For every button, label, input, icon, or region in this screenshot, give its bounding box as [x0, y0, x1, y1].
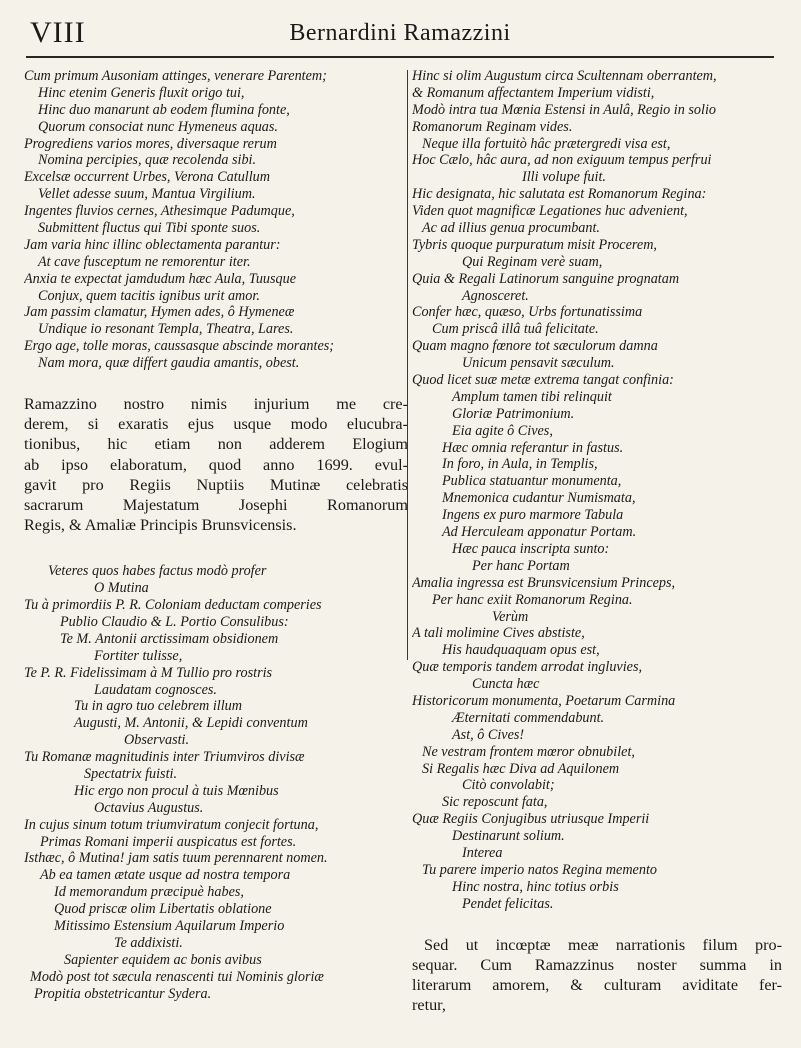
verse-line: Quod priscæ olim Libertatis oblatione [54, 901, 272, 918]
verse-line: Illi volupe fuit. [522, 169, 606, 186]
verse-line: Progrediens varios mores, diversaque rerum [24, 135, 277, 152]
verse-line: Te P. R. Fidelissimam à M Tullio pro rostris [24, 664, 273, 681]
verse-line: A tali molimine Cives abstiste, [412, 625, 585, 642]
verse-line: Ad Herculeam apponatur Portam. [442, 524, 637, 541]
verse-line: Eia agite ô Cives, [452, 422, 553, 439]
verse-line: His haudquaquam opus est, [442, 642, 600, 659]
verse-line: Quia & Regali Latinorum sanguine prognatam [412, 270, 680, 287]
verse-line: Hic designata, hic salutata est Romanorum Regina: [412, 186, 707, 203]
verse-line: Hinc etenim Generis fluxit origo tui, [38, 84, 245, 101]
verse-line: Tybris quoque purpuratum misit Procerem, [412, 236, 657, 253]
verse-line: Publio Claudio & L. Portio Consulibus: [60, 614, 289, 631]
text-line: derem, si exaratis ejus usque modo elucubra- [24, 415, 408, 434]
left-column [24, 68, 408, 1003]
verse-line: Octavius Augustus. [94, 799, 204, 816]
narrative-paragraph [24, 394, 408, 535]
text-line: Ramazzino nostro nimis injurium me cre- [24, 395, 408, 414]
verse-line: Spectatrix fuisti. [84, 766, 177, 783]
verse-line: Nam mora, quæ differt gaudia amantis, obest. [38, 355, 300, 372]
verse-line: Jam varia hinc illinc oblectamenta parantur: [24, 236, 281, 253]
verse-line: Æternitati commendabunt. [452, 709, 605, 726]
verse-line: Agnosceret. [462, 287, 529, 304]
verse-line: Fortiter tulisse, [94, 647, 183, 664]
verse-line: Ac ad illius genua procumbant. [422, 220, 600, 237]
verse-line: Quam magno fœnore tot sæculorum damna [412, 338, 658, 355]
verse-line: Ergo age, tolle moras, caussasque abscinde morantes; [24, 338, 334, 355]
verse-line: Te M. Antonii arctissimam obsidionem [60, 630, 279, 647]
verse-line: Cum primum Ausoniam attinges, venerare Parentem; [24, 68, 327, 84]
verse-line: Nomina percipies, quæ recolenda sibi. [38, 152, 257, 169]
verse-line: Veteres quos habes factus modò profer [48, 563, 267, 580]
text-line: Regis, & Amaliæ Principis Brunsvicensis. [24, 516, 297, 535]
verse-line: Sic reposcunt fata, [442, 794, 548, 811]
elogium-inscription-part-1 [24, 563, 408, 1002]
verse-line: Ingens ex puro marmore Tabula [442, 507, 624, 524]
verse-line: Isthæc, ô Mutina! jam satis tuum perennarent nomen. [24, 850, 328, 867]
text-line: retur, [412, 996, 446, 1015]
verse-line: Observasti. [124, 732, 190, 749]
verse-line: Hinc duo manarunt ab eodem flumina fonte, [38, 101, 290, 118]
verse-line: Viden quot magnificæ Legationes huc advenient, [412, 203, 688, 220]
verse-line: Vellet adesse suum, Mantua Virgilium. [38, 186, 256, 203]
elogium-inscription-part-2 [412, 68, 782, 913]
verse-line: Qui Reginam verè suam, [462, 253, 603, 270]
text-line: tionibus, hic etiam non adderem Elogium [24, 435, 408, 454]
verse-line: Hæc pauca inscripta sunto: [452, 540, 610, 557]
verse-line: Hæc omnia referantur in fastus. [442, 439, 624, 456]
verse-line: Publica statuantur monumenta, [442, 473, 622, 490]
verse-line: Verùm [492, 608, 529, 625]
verse-line: Romanorum Reginam vides. [412, 118, 573, 135]
verse-line: Hinc si olim Augustum circa Scultennam oberrantem, [412, 68, 717, 84]
verse-line: Per hanc Portam [472, 557, 570, 574]
verse-line: Propitia obstetricantur Sydera. [34, 985, 212, 1002]
verse-line: Neque illa fortuitò hâc prætergredi visa est, [422, 135, 671, 152]
verse-line: Cum priscâ illâ tuâ felicitate. [432, 321, 599, 338]
verse-line: Modò intra tua Mœnia Estensi in Aulâ, Regio in solio [412, 101, 716, 118]
text-line: Sed ut incœptæ meæ narrationis filum pro- [424, 935, 782, 954]
verse-line: Laudatam cognosces. [94, 681, 217, 698]
verse-line: Quorum consociat nunc Hymeneus aquas. [38, 118, 278, 135]
verse-line: Jam passim clamatur, Hymen ades, ô Hymeneæ [24, 304, 295, 321]
verse-line: Conjux, quem tacitis ignibus urit amor. [38, 287, 260, 304]
verse-line: Submittent fluctus qui Tibi sponte suos. [38, 220, 261, 237]
verse-line: Hoc Cælo, hâc aura, ad non exiguum tempus perfrui [412, 152, 712, 169]
page-number: VIII [30, 16, 86, 49]
verse-line: Citò convolabit; [462, 777, 555, 794]
text-line: gavit pro Regiis Nuptiis Mutinæ celebratis [24, 475, 408, 494]
verse-line: Ingentes fluvios cernes, Athesimque Padumque, [24, 203, 295, 220]
verse-line: Undique io resonant Templa, Theatra, Lares. [38, 321, 294, 338]
verse-line: Ast, ô Cives! [452, 726, 525, 743]
verse-line: Hic ergo non procul à tuis Mœnibus [74, 782, 279, 799]
narrative-continuation [412, 935, 782, 1016]
column-divider [407, 70, 408, 660]
verse-line: Anxia te expectat jamdudum hæc Aula, Tuusque [24, 270, 297, 287]
text-line: literarum amorem, & culturam aviditate fer- [412, 975, 782, 994]
verse-line: In foro, in Aula, in Templis, [442, 456, 598, 473]
verse-line: At cave fusceptum ne remorentur iter. [38, 253, 251, 270]
verse-line: Mitissimo Estensium Aquilarum Imperio [54, 918, 285, 935]
verse-line: Amalia ingressa est Brunsvicensium Princeps, [412, 574, 676, 591]
verse-line: Tu Romanæ magnitudinis inter Triumviros divisæ [24, 749, 305, 766]
verse-line: Quæ temporis tandem arrodat ingluvies, [412, 659, 643, 676]
verse-line: Tu parere imperio natos Regina memento [422, 861, 657, 878]
verse-line: Ab ea tamen ætate usque ad nostra tempora [40, 867, 291, 884]
verse-line: Id memorandum præcipuè habes, [54, 884, 244, 901]
verse-line: Sapienter equidem ac bonis avibus [64, 951, 262, 968]
verse-line: Destinarunt solium. [452, 828, 565, 845]
verse-line: Quod licet suæ metæ extrema tangat confinia: [412, 372, 674, 389]
verse-line: Confer hæc, quæso, Urbs fortunatissima [412, 304, 643, 321]
verse-line: Amplum tamen tibi relinquit [452, 388, 612, 405]
verse-line: Te addixisti. [114, 934, 183, 951]
verse-line: & Romanum affectantem Imperium vidisti, [412, 84, 655, 101]
verse-line: Unicum pensavit sæculum. [462, 355, 615, 372]
verse-line: Tu à primordiis P. R. Coloniam deductam comperies [24, 597, 322, 614]
verse-line: O Mutina [94, 580, 149, 597]
verse-line: Gloriæ Patrimonium. [452, 405, 575, 422]
text-line: sacrarum Majestatum Josephi Romanorum [24, 495, 408, 514]
verse-line: Historicorum monumenta, Poetarum Carmina [412, 692, 676, 709]
verse-line: Modò post tot sæcula renascenti tui Nominis gloriæ [30, 968, 324, 985]
verse-line: Mnemonica cudantur Numismata, [442, 490, 636, 507]
verse-line: Ne vestram frontem mœror obnubilet, [422, 743, 635, 760]
verse-line: In cujus sinum totum triumviratum conjecit fortuna, [24, 816, 319, 833]
verse-line: Pendet felicitas. [462, 895, 554, 912]
verse-line: Augusti, M. Antonii, & Lepidi conventum [74, 715, 308, 732]
verse-line: Quæ Regiis Conjugibus utriusque Imperii [412, 811, 650, 828]
verse-line: Excelsæ occurrent Urbes, Verona Catullum [24, 169, 271, 186]
page-header [30, 14, 770, 50]
verse-line: Cuncta hæc [472, 676, 540, 693]
dedication-poem [24, 68, 408, 372]
text-line: sequar. Cum Ramazzinus noster summa in [412, 955, 782, 974]
text-line: ab ipso elaboratum, quod anno 1699. evul- [24, 455, 408, 474]
verse-line: Si Regalis hæc Diva ad Aquilonem [422, 760, 620, 777]
right-column [412, 68, 782, 1015]
running-head: Bernardini Ramazzini [289, 20, 511, 46]
verse-line: Hinc nostra, hinc totius orbis [452, 878, 619, 895]
verse-line: Per hanc exiit Romanorum Regina. [432, 591, 633, 608]
verse-line: Tu in agro tuo celebrem illum [74, 698, 243, 715]
header-rule [26, 56, 774, 58]
verse-line: Interea [462, 844, 503, 861]
verse-line: Primas Romani imperii auspicatus est fortes. [40, 833, 297, 850]
